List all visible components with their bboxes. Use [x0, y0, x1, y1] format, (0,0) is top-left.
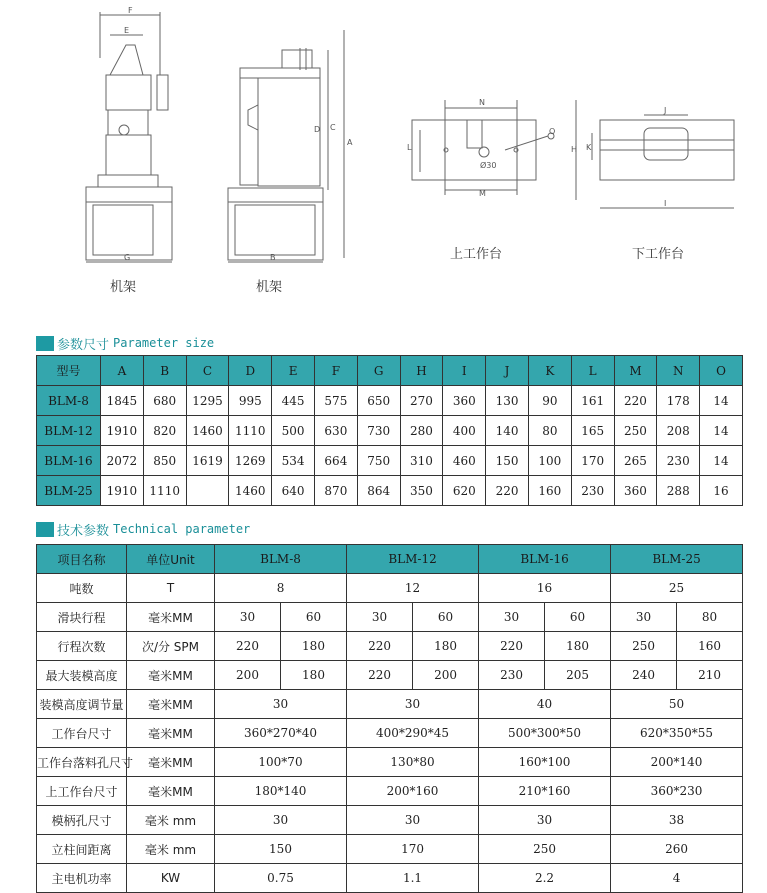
- side-view-drawing: [228, 30, 344, 262]
- table-cell: 100*70: [215, 748, 347, 777]
- row-unit: 毫米MM: [127, 690, 215, 719]
- table-cell: 230: [657, 446, 700, 476]
- table-cell: 240: [611, 661, 677, 690]
- table-cell: 130: [486, 386, 529, 416]
- row-label: 立柱间距离: [37, 835, 127, 864]
- row-unit: 毫米MM: [127, 603, 215, 632]
- table-row: [37, 864, 743, 893]
- table-cell: 360: [443, 386, 486, 416]
- dim-letter-lower-3: K: [586, 143, 592, 152]
- table-cell: 2072: [101, 446, 144, 476]
- table-cell: 30: [479, 806, 611, 835]
- table-cell: 160: [528, 476, 571, 506]
- table-cell: 820: [143, 416, 186, 446]
- row-label: 模柄孔尺寸: [37, 806, 127, 835]
- parameter-header-cell: I: [443, 356, 486, 386]
- table-cell: 360*230: [611, 777, 743, 806]
- table-row: [37, 661, 743, 690]
- table-cell: 220: [614, 386, 657, 416]
- table-cell: 40: [479, 690, 611, 719]
- table-row: [37, 632, 743, 661]
- table-cell: 850: [143, 446, 186, 476]
- upper-table-drawing: [412, 100, 554, 195]
- table-cell: 80: [528, 416, 571, 446]
- table-cell: 250: [614, 416, 657, 446]
- row-unit: 毫米MM: [127, 719, 215, 748]
- table-cell: 1460: [186, 416, 229, 446]
- table-cell: 270: [400, 386, 443, 416]
- dim-letter-side-3: A: [347, 138, 353, 147]
- table-cell: 14: [700, 446, 743, 476]
- table-cell: 50: [611, 690, 743, 719]
- table-cell: 180: [281, 632, 347, 661]
- dim-letter-front-3: G: [124, 253, 131, 262]
- table-cell: 80: [677, 603, 743, 632]
- parameter-row: [37, 416, 743, 446]
- parameter-row: [37, 446, 743, 476]
- unit-header: 单位Unit: [127, 545, 215, 574]
- table-cell: 30: [347, 690, 479, 719]
- parameter-header-cell: 型号: [37, 356, 101, 386]
- dim-letter-front-2: E: [124, 26, 130, 35]
- table-cell: 180: [281, 661, 347, 690]
- table-cell: 680: [143, 386, 186, 416]
- table-cell: 630: [314, 416, 357, 446]
- table-cell: 1110: [229, 416, 272, 446]
- table-cell: 30: [479, 603, 545, 632]
- table-cell: 12: [347, 574, 479, 603]
- caption-upper-table: 上工作台: [450, 247, 503, 262]
- table-cell: 60: [545, 603, 611, 632]
- table-cell: 16: [479, 574, 611, 603]
- table-cell: 664: [314, 446, 357, 476]
- parameter-header-cell: E: [272, 356, 315, 386]
- table-cell: 500: [272, 416, 315, 446]
- dim-letter-upper-1: N: [479, 98, 485, 107]
- table-row: [37, 690, 743, 719]
- technical-drawings: [0, 0, 767, 310]
- row-label: 工作台尺寸: [37, 719, 127, 748]
- table-cell: 1269: [229, 446, 272, 476]
- table-cell: 170: [347, 835, 479, 864]
- row-unit: 毫米 mm: [127, 806, 215, 835]
- row-unit: KW: [127, 864, 215, 893]
- section-marker-icon: [36, 522, 54, 537]
- table-row: [37, 835, 743, 864]
- table-cell: 180: [413, 632, 479, 661]
- parameter-row: [37, 386, 743, 416]
- table-cell: 170: [571, 446, 614, 476]
- table-cell: 38: [611, 806, 743, 835]
- table-cell: 0.75: [215, 864, 347, 893]
- parameter-table: [36, 355, 743, 506]
- technical-header-row: [37, 545, 743, 574]
- table-cell: 260: [611, 835, 743, 864]
- model-header-cell: BLM-8: [215, 545, 347, 574]
- model-name-cell: BLM-12: [37, 416, 101, 446]
- table-cell: 620*350*55: [611, 719, 743, 748]
- lower-table-drawing: [576, 100, 734, 208]
- parameter-header-cell: J: [486, 356, 529, 386]
- table-cell: 1845: [101, 386, 144, 416]
- table-cell: 575: [314, 386, 357, 416]
- table-cell: 30: [611, 603, 677, 632]
- parameter-row: [37, 476, 743, 506]
- table-cell: 350: [400, 476, 443, 506]
- table-cell: 1460: [229, 476, 272, 506]
- table-cell: 250: [479, 835, 611, 864]
- table-cell: [186, 476, 229, 506]
- table-row: [37, 806, 743, 835]
- table-cell: 620: [443, 476, 486, 506]
- table-cell: 25: [611, 574, 743, 603]
- table-cell: 200*160: [347, 777, 479, 806]
- table-cell: 750: [357, 446, 400, 476]
- table-row: [37, 777, 743, 806]
- row-label: 工作台落料孔尺寸: [37, 748, 127, 777]
- table-cell: 160*100: [479, 748, 611, 777]
- table-cell: 30: [347, 603, 413, 632]
- table-cell: 2.2: [479, 864, 611, 893]
- technical-title-zh: 技术参数: [57, 523, 110, 539]
- parameter-header-cell: C: [186, 356, 229, 386]
- table-cell: 14: [700, 386, 743, 416]
- table-cell: 178: [657, 386, 700, 416]
- table-cell: 400: [443, 416, 486, 446]
- row-label: 装模高度调节量: [37, 690, 127, 719]
- table-cell: 180: [545, 632, 611, 661]
- row-unit: 毫米MM: [127, 777, 215, 806]
- table-cell: 210: [677, 661, 743, 690]
- row-unit: 毫米MM: [127, 748, 215, 777]
- row-label: 行程次数: [37, 632, 127, 661]
- dim-letter-upper-4: O: [549, 127, 556, 136]
- table-cell: 150: [486, 446, 529, 476]
- model-name-cell: BLM-16: [37, 446, 101, 476]
- table-cell: 220: [347, 661, 413, 690]
- parameter-header-cell: G: [357, 356, 400, 386]
- dim-letter-lower-1: J: [664, 106, 667, 115]
- table-cell: 460: [443, 446, 486, 476]
- technical-table: [36, 544, 743, 893]
- table-row: [37, 748, 743, 777]
- table-cell: 161: [571, 386, 614, 416]
- table-cell: 220: [347, 632, 413, 661]
- table-cell: 200*140: [611, 748, 743, 777]
- table-cell: 1110: [143, 476, 186, 506]
- table-cell: 220: [215, 632, 281, 661]
- model-header-cell: BLM-12: [347, 545, 479, 574]
- table-cell: 200: [413, 661, 479, 690]
- parameter-header-cell: H: [400, 356, 443, 386]
- row-label: 滑块行程: [37, 603, 127, 632]
- table-cell: 995: [229, 386, 272, 416]
- technical-section-title: [36, 519, 250, 539]
- table-cell: 220: [486, 476, 529, 506]
- table-cell: 870: [314, 476, 357, 506]
- model-header-cell: BLM-16: [479, 545, 611, 574]
- table-cell: 30: [215, 603, 281, 632]
- drawings-area: [0, 0, 767, 310]
- parameter-header-cell: B: [143, 356, 186, 386]
- table-cell: 208: [657, 416, 700, 446]
- dim-letter-upper-5: Ø30: [480, 161, 497, 170]
- dim-letter-upper-2: L: [407, 143, 412, 152]
- table-cell: 310: [400, 446, 443, 476]
- table-cell: 730: [357, 416, 400, 446]
- parameter-title-zh: 参数尺寸: [57, 337, 110, 353]
- dim-letter-side-2: C: [330, 123, 336, 132]
- table-cell: 500*300*50: [479, 719, 611, 748]
- front-view-drawing: [86, 12, 172, 262]
- row-label: 吨数: [37, 574, 127, 603]
- table-cell: 445: [272, 386, 315, 416]
- table-cell: 360*270*40: [215, 719, 347, 748]
- technical-title-en: Technical parameter: [113, 522, 251, 536]
- dim-letter-upper-3: M: [479, 189, 486, 198]
- table-cell: 864: [357, 476, 400, 506]
- section-marker-icon: [36, 336, 54, 351]
- row-label: 上工作台尺寸: [37, 777, 127, 806]
- table-cell: 205: [545, 661, 611, 690]
- table-cell: 1910: [101, 476, 144, 506]
- table-cell: 4: [611, 864, 743, 893]
- table-cell: 140: [486, 416, 529, 446]
- table-cell: 180*140: [215, 777, 347, 806]
- item-name-header: 项目名称: [37, 545, 127, 574]
- dim-letter-side-1: D: [314, 125, 321, 134]
- parameter-title-en: Parameter size: [113, 336, 215, 350]
- caption-lower-table: 下工作台: [632, 247, 685, 262]
- caption-side-frame: 机架: [256, 280, 283, 295]
- parameter-header-cell: N: [657, 356, 700, 386]
- caption-front-frame: 机架: [110, 280, 137, 295]
- table-cell: 100: [528, 446, 571, 476]
- table-cell: 360: [614, 476, 657, 506]
- parameter-header-cell: F: [314, 356, 357, 386]
- table-cell: 16: [700, 476, 743, 506]
- dim-letter-lower-4: I: [664, 199, 667, 208]
- row-unit: T: [127, 574, 215, 603]
- table-cell: 1910: [101, 416, 144, 446]
- table-cell: 8: [215, 574, 347, 603]
- table-row: [37, 719, 743, 748]
- parameter-header-cell: L: [571, 356, 614, 386]
- dim-letter-side-4: B: [270, 253, 276, 262]
- table-cell: 165: [571, 416, 614, 446]
- table-cell: 210*160: [479, 777, 611, 806]
- table-cell: 640: [272, 476, 315, 506]
- parameter-header-cell: K: [528, 356, 571, 386]
- model-name-cell: BLM-25: [37, 476, 101, 506]
- table-cell: 160: [677, 632, 743, 661]
- table-cell: 60: [281, 603, 347, 632]
- table-cell: 288: [657, 476, 700, 506]
- parameter-header-cell: A: [101, 356, 144, 386]
- table-cell: 60: [413, 603, 479, 632]
- table-cell: 150: [215, 835, 347, 864]
- table-cell: 1295: [186, 386, 229, 416]
- dim-letter-lower-2: H: [571, 145, 578, 154]
- parameter-header-cell: O: [700, 356, 743, 386]
- row-label: 主电机功率: [37, 864, 127, 893]
- table-cell: 250: [611, 632, 677, 661]
- table-cell: 280: [400, 416, 443, 446]
- table-cell: 90: [528, 386, 571, 416]
- table-cell: 14: [700, 416, 743, 446]
- model-name-cell: BLM-8: [37, 386, 101, 416]
- table-cell: 1619: [186, 446, 229, 476]
- table-cell: 30: [347, 806, 479, 835]
- parameter-section-title: [36, 333, 214, 353]
- parameter-header-cell: D: [229, 356, 272, 386]
- row-unit: 毫米 mm: [127, 835, 215, 864]
- table-cell: 230: [479, 661, 545, 690]
- row-unit: 次/分 SPM: [127, 632, 215, 661]
- table-cell: 230: [571, 476, 614, 506]
- parameter-header-cell: M: [614, 356, 657, 386]
- dim-letter-front-1: F: [128, 6, 133, 15]
- table-cell: 400*290*45: [347, 719, 479, 748]
- table-cell: 1.1: [347, 864, 479, 893]
- table-cell: 265: [614, 446, 657, 476]
- table-cell: 30: [215, 806, 347, 835]
- row-label: 最大装模高度: [37, 661, 127, 690]
- model-header-cell: BLM-25: [611, 545, 743, 574]
- table-row: [37, 574, 743, 603]
- parameter-header-row: [37, 356, 743, 386]
- table-row: [37, 603, 743, 632]
- table-cell: 220: [479, 632, 545, 661]
- table-cell: 200: [215, 661, 281, 690]
- row-unit: 毫米MM: [127, 661, 215, 690]
- table-cell: 30: [215, 690, 347, 719]
- table-cell: 534: [272, 446, 315, 476]
- table-cell: 650: [357, 386, 400, 416]
- table-cell: 130*80: [347, 748, 479, 777]
